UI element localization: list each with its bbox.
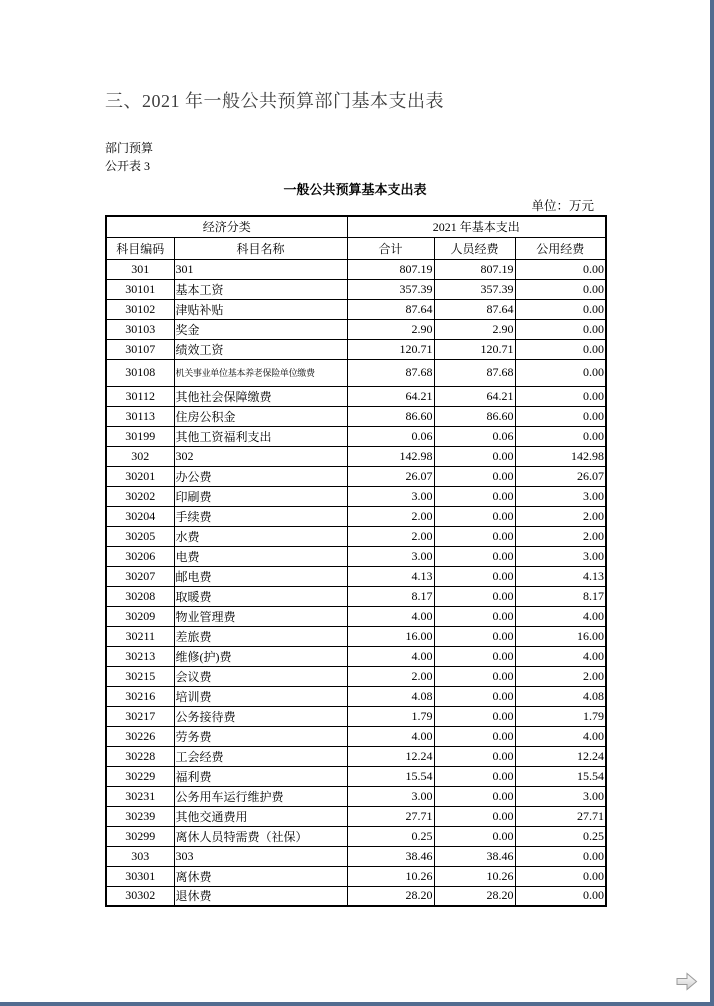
subject-code-cell: 30228: [106, 746, 174, 766]
table-row: [106, 566, 606, 586]
total-cell: 2.90: [347, 319, 434, 339]
subject-code-cell: 30299: [106, 826, 174, 846]
subject-name-cell: 其他社会保障缴费: [174, 386, 347, 406]
table-body: [106, 259, 606, 906]
personnel-cell: 0.00: [434, 466, 515, 486]
total-cell: 3.00: [347, 486, 434, 506]
total-cell: 142.98: [347, 446, 434, 466]
subject-code-cell: 302: [106, 446, 174, 466]
header-economic-class: 经济分类: [106, 216, 347, 237]
total-cell: 64.21: [347, 386, 434, 406]
subject-code-cell: 30239: [106, 806, 174, 826]
total-cell: 86.60: [347, 406, 434, 426]
table-row: [106, 586, 606, 606]
personnel-cell: 357.39: [434, 279, 515, 299]
total-cell: 120.71: [347, 339, 434, 359]
total-cell: 15.54: [347, 766, 434, 786]
public-cell: 4.00: [515, 646, 606, 666]
public-cell: 0.00: [515, 279, 606, 299]
table-row: [106, 606, 606, 626]
total-cell: 27.71: [347, 806, 434, 826]
personnel-cell: 0.06: [434, 426, 515, 446]
total-cell: 87.64: [347, 299, 434, 319]
public-cell: 0.00: [515, 426, 606, 446]
subject-name-cell: 会议费: [174, 666, 347, 686]
public-cell: 4.00: [515, 726, 606, 746]
personnel-cell: 2.90: [434, 319, 515, 339]
table-row: [106, 526, 606, 546]
table-row: [106, 706, 606, 726]
personnel-cell: 38.46: [434, 846, 515, 866]
subject-name-cell: 维修(护)费: [174, 646, 347, 666]
personnel-cell: 0.00: [434, 486, 515, 506]
public-cell: 0.00: [515, 319, 606, 339]
total-cell: 1.79: [347, 706, 434, 726]
table-row: [106, 666, 606, 686]
header-group-row: [106, 216, 606, 237]
total-cell: 8.17: [347, 586, 434, 606]
table-row: [106, 646, 606, 666]
public-cell: 12.24: [515, 746, 606, 766]
table-row: [106, 386, 606, 406]
total-cell: 4.00: [347, 606, 434, 626]
subject-name-cell: 福利费: [174, 766, 347, 786]
subject-code-cell: 30216: [106, 686, 174, 706]
table-row: [106, 406, 606, 426]
subject-name-cell: 办公费: [174, 466, 347, 486]
table-row: [106, 279, 606, 299]
total-cell: 3.00: [347, 786, 434, 806]
subject-name-cell: 退休费: [174, 886, 347, 906]
public-cell: 16.00: [515, 626, 606, 646]
subject-code-cell: 30302: [106, 886, 174, 906]
table-row: [106, 339, 606, 359]
subject-name-cell: 培训费: [174, 686, 347, 706]
budget-table: [105, 215, 607, 907]
subject-name-cell: 水费: [174, 526, 347, 546]
subject-name-cell: 301: [174, 259, 347, 279]
personnel-cell: 87.64: [434, 299, 515, 319]
personnel-cell: 0.00: [434, 566, 515, 586]
subject-name-cell: 印刷费: [174, 486, 347, 506]
personnel-cell: 0.00: [434, 446, 515, 466]
subject-name-cell: 差旅费: [174, 626, 347, 646]
table-row: [106, 506, 606, 526]
subject-code-cell: 30101: [106, 279, 174, 299]
document-title: 三、2021 年一般公共预算部门基本支出表: [105, 91, 444, 111]
table-row: [106, 786, 606, 806]
public-cell: 0.00: [515, 259, 606, 279]
subject-code-cell: 30201: [106, 466, 174, 486]
subject-code-cell: 30113: [106, 406, 174, 426]
table-row: [106, 359, 606, 386]
personnel-cell: 0.00: [434, 706, 515, 726]
total-cell: 12.24: [347, 746, 434, 766]
subject-code-cell: 30231: [106, 786, 174, 806]
table-row: [106, 866, 606, 886]
total-cell: 0.06: [347, 426, 434, 446]
total-cell: 3.00: [347, 546, 434, 566]
table-row: [106, 546, 606, 566]
public-cell: 26.07: [515, 466, 606, 486]
subject-code-cell: 30107: [106, 339, 174, 359]
table-row: [106, 299, 606, 319]
subject-code-cell: 30207: [106, 566, 174, 586]
subject-code-cell: 30205: [106, 526, 174, 546]
total-cell: 4.13: [347, 566, 434, 586]
public-cell: 0.00: [515, 299, 606, 319]
subject-code-cell: 30199: [106, 426, 174, 446]
subject-code-cell: 30215: [106, 666, 174, 686]
subject-code-cell: 30301: [106, 866, 174, 886]
subject-code-cell: 30103: [106, 319, 174, 339]
personnel-cell: 0.00: [434, 666, 515, 686]
total-cell: 807.19: [347, 259, 434, 279]
subject-code-cell: 30217: [106, 706, 174, 726]
public-cell: 2.00: [515, 666, 606, 686]
total-cell: 4.08: [347, 686, 434, 706]
subject-code-cell: 30206: [106, 546, 174, 566]
table-row: [106, 626, 606, 646]
personnel-cell: 0.00: [434, 826, 515, 846]
subject-name-cell: 303: [174, 846, 347, 866]
page-edge-bottom: [0, 1002, 714, 1006]
public-cell: 0.00: [515, 406, 606, 426]
public-cell: 142.98: [515, 446, 606, 466]
public-cell: 3.00: [515, 786, 606, 806]
subject-name-cell: 公务接待费: [174, 706, 347, 726]
public-cell: 4.13: [515, 566, 606, 586]
right-arrow-icon: [676, 972, 698, 991]
total-cell: 2.00: [347, 526, 434, 546]
public-table-number-label: 公开表 3: [105, 159, 151, 173]
subject-name-cell: 取暖费: [174, 586, 347, 606]
total-cell: 2.00: [347, 666, 434, 686]
subject-name-cell: 住房公积金: [174, 406, 347, 426]
subject-name-cell: 基本工资: [174, 279, 347, 299]
table-row: [106, 746, 606, 766]
header-columns-row: [106, 237, 606, 259]
subject-name-cell: 绩效工资: [174, 339, 347, 359]
total-cell: 38.46: [347, 846, 434, 866]
public-cell: 0.00: [515, 386, 606, 406]
subject-name-cell: 津贴补贴: [174, 299, 347, 319]
unit-label: 单位：万元: [531, 199, 594, 213]
column-header-subject-code: 科目编码: [106, 237, 174, 259]
total-cell: 4.00: [347, 726, 434, 746]
personnel-cell: 0.00: [434, 806, 515, 826]
public-cell: 2.00: [515, 506, 606, 526]
table-row: [106, 886, 606, 906]
subject-code-cell: 30112: [106, 386, 174, 406]
personnel-cell: 807.19: [434, 259, 515, 279]
public-cell: 8.17: [515, 586, 606, 606]
subject-code-cell: 301: [106, 259, 174, 279]
subject-name-cell: 物业管理费: [174, 606, 347, 626]
column-header-personnel: 人员经费: [434, 237, 515, 259]
personnel-cell: 0.00: [434, 586, 515, 606]
subject-code-cell: 30213: [106, 646, 174, 666]
personnel-cell: 0.00: [434, 686, 515, 706]
total-cell: 4.00: [347, 646, 434, 666]
subject-name-cell: 奖金: [174, 319, 347, 339]
personnel-cell: 10.26: [434, 866, 515, 886]
subject-code-cell: 30202: [106, 486, 174, 506]
total-cell: 28.20: [347, 886, 434, 906]
personnel-cell: 0.00: [434, 786, 515, 806]
table-row: [106, 486, 606, 506]
table-row: [106, 766, 606, 786]
subject-code-cell: 30208: [106, 586, 174, 606]
public-cell: 3.00: [515, 546, 606, 566]
public-cell: 0.00: [515, 846, 606, 866]
personnel-cell: 0.00: [434, 766, 515, 786]
personnel-cell: 120.71: [434, 339, 515, 359]
personnel-cell: 0.00: [434, 546, 515, 566]
page-edge-right: [710, 0, 714, 1006]
column-header-total: 合计: [347, 237, 434, 259]
subject-code-cell: 30211: [106, 626, 174, 646]
subject-name-cell: 公务用车运行维护费: [174, 786, 347, 806]
table-row: [106, 446, 606, 466]
subject-code-cell: 30204: [106, 506, 174, 526]
total-cell: 357.39: [347, 279, 434, 299]
public-cell: 1.79: [515, 706, 606, 726]
personnel-cell: 0.00: [434, 606, 515, 626]
personnel-cell: 0.00: [434, 626, 515, 646]
subject-code-cell: 30102: [106, 299, 174, 319]
table-row: [106, 686, 606, 706]
public-cell: 2.00: [515, 526, 606, 546]
public-cell: 0.00: [515, 359, 606, 386]
public-cell: 0.00: [515, 339, 606, 359]
total-cell: 16.00: [347, 626, 434, 646]
total-cell: 10.26: [347, 866, 434, 886]
total-cell: 2.00: [347, 506, 434, 526]
public-cell: 27.71: [515, 806, 606, 826]
subject-name-cell: 机关事业单位基本养老保险单位缴费: [174, 359, 347, 386]
subject-code-cell: 303: [106, 846, 174, 866]
personnel-cell: 0.00: [434, 526, 515, 546]
public-cell: 4.00: [515, 606, 606, 626]
personnel-cell: 0.00: [434, 726, 515, 746]
table-row: [106, 259, 606, 279]
public-cell: 0.25: [515, 826, 606, 846]
personnel-cell: 0.00: [434, 646, 515, 666]
personnel-cell: 64.21: [434, 386, 515, 406]
subject-name-cell: 离休费: [174, 866, 347, 886]
total-cell: 26.07: [347, 466, 434, 486]
table-row: [106, 846, 606, 866]
header-basic-expenditure: 2021 年基本支出: [347, 216, 606, 237]
public-cell: 4.08: [515, 686, 606, 706]
subject-name-cell: 其他工资福利支出: [174, 426, 347, 446]
table-row: [106, 806, 606, 826]
personnel-cell: 0.00: [434, 506, 515, 526]
table-title: 一般公共预算基本支出表: [283, 182, 427, 197]
subject-name-cell: 302: [174, 446, 347, 466]
table-row: [106, 466, 606, 486]
subject-name-cell: 其他交通费用: [174, 806, 347, 826]
personnel-cell: 87.68: [434, 359, 515, 386]
table-row: [106, 426, 606, 446]
subject-code-cell: 30108: [106, 359, 174, 386]
column-header-public: 公用经费: [515, 237, 606, 259]
subject-name-cell: 工会经费: [174, 746, 347, 766]
subject-name-cell: 离休人员特需费（社保）: [174, 826, 347, 846]
personnel-cell: 28.20: [434, 886, 515, 906]
subject-code-cell: 30229: [106, 766, 174, 786]
personnel-cell: 86.60: [434, 406, 515, 426]
next-page-button[interactable]: [676, 972, 698, 991]
subject-name-cell: 电费: [174, 546, 347, 566]
column-header-subject-name: 科目名称: [174, 237, 347, 259]
total-cell: 0.25: [347, 826, 434, 846]
budget-type-label: 部门预算: [105, 141, 154, 155]
public-cell: 15.54: [515, 766, 606, 786]
subject-code-cell: 30226: [106, 726, 174, 746]
table-row: [106, 726, 606, 746]
public-cell: 0.00: [515, 886, 606, 906]
table-row: [106, 319, 606, 339]
table-row: [106, 826, 606, 846]
public-cell: 3.00: [515, 486, 606, 506]
personnel-cell: 0.00: [434, 746, 515, 766]
public-cell: 0.00: [515, 866, 606, 886]
subject-name-cell: 邮电费: [174, 566, 347, 586]
subject-name-cell: 手续费: [174, 506, 347, 526]
subject-name-cell: 劳务费: [174, 726, 347, 746]
subject-code-cell: 30209: [106, 606, 174, 626]
total-cell: 87.68: [347, 359, 434, 386]
